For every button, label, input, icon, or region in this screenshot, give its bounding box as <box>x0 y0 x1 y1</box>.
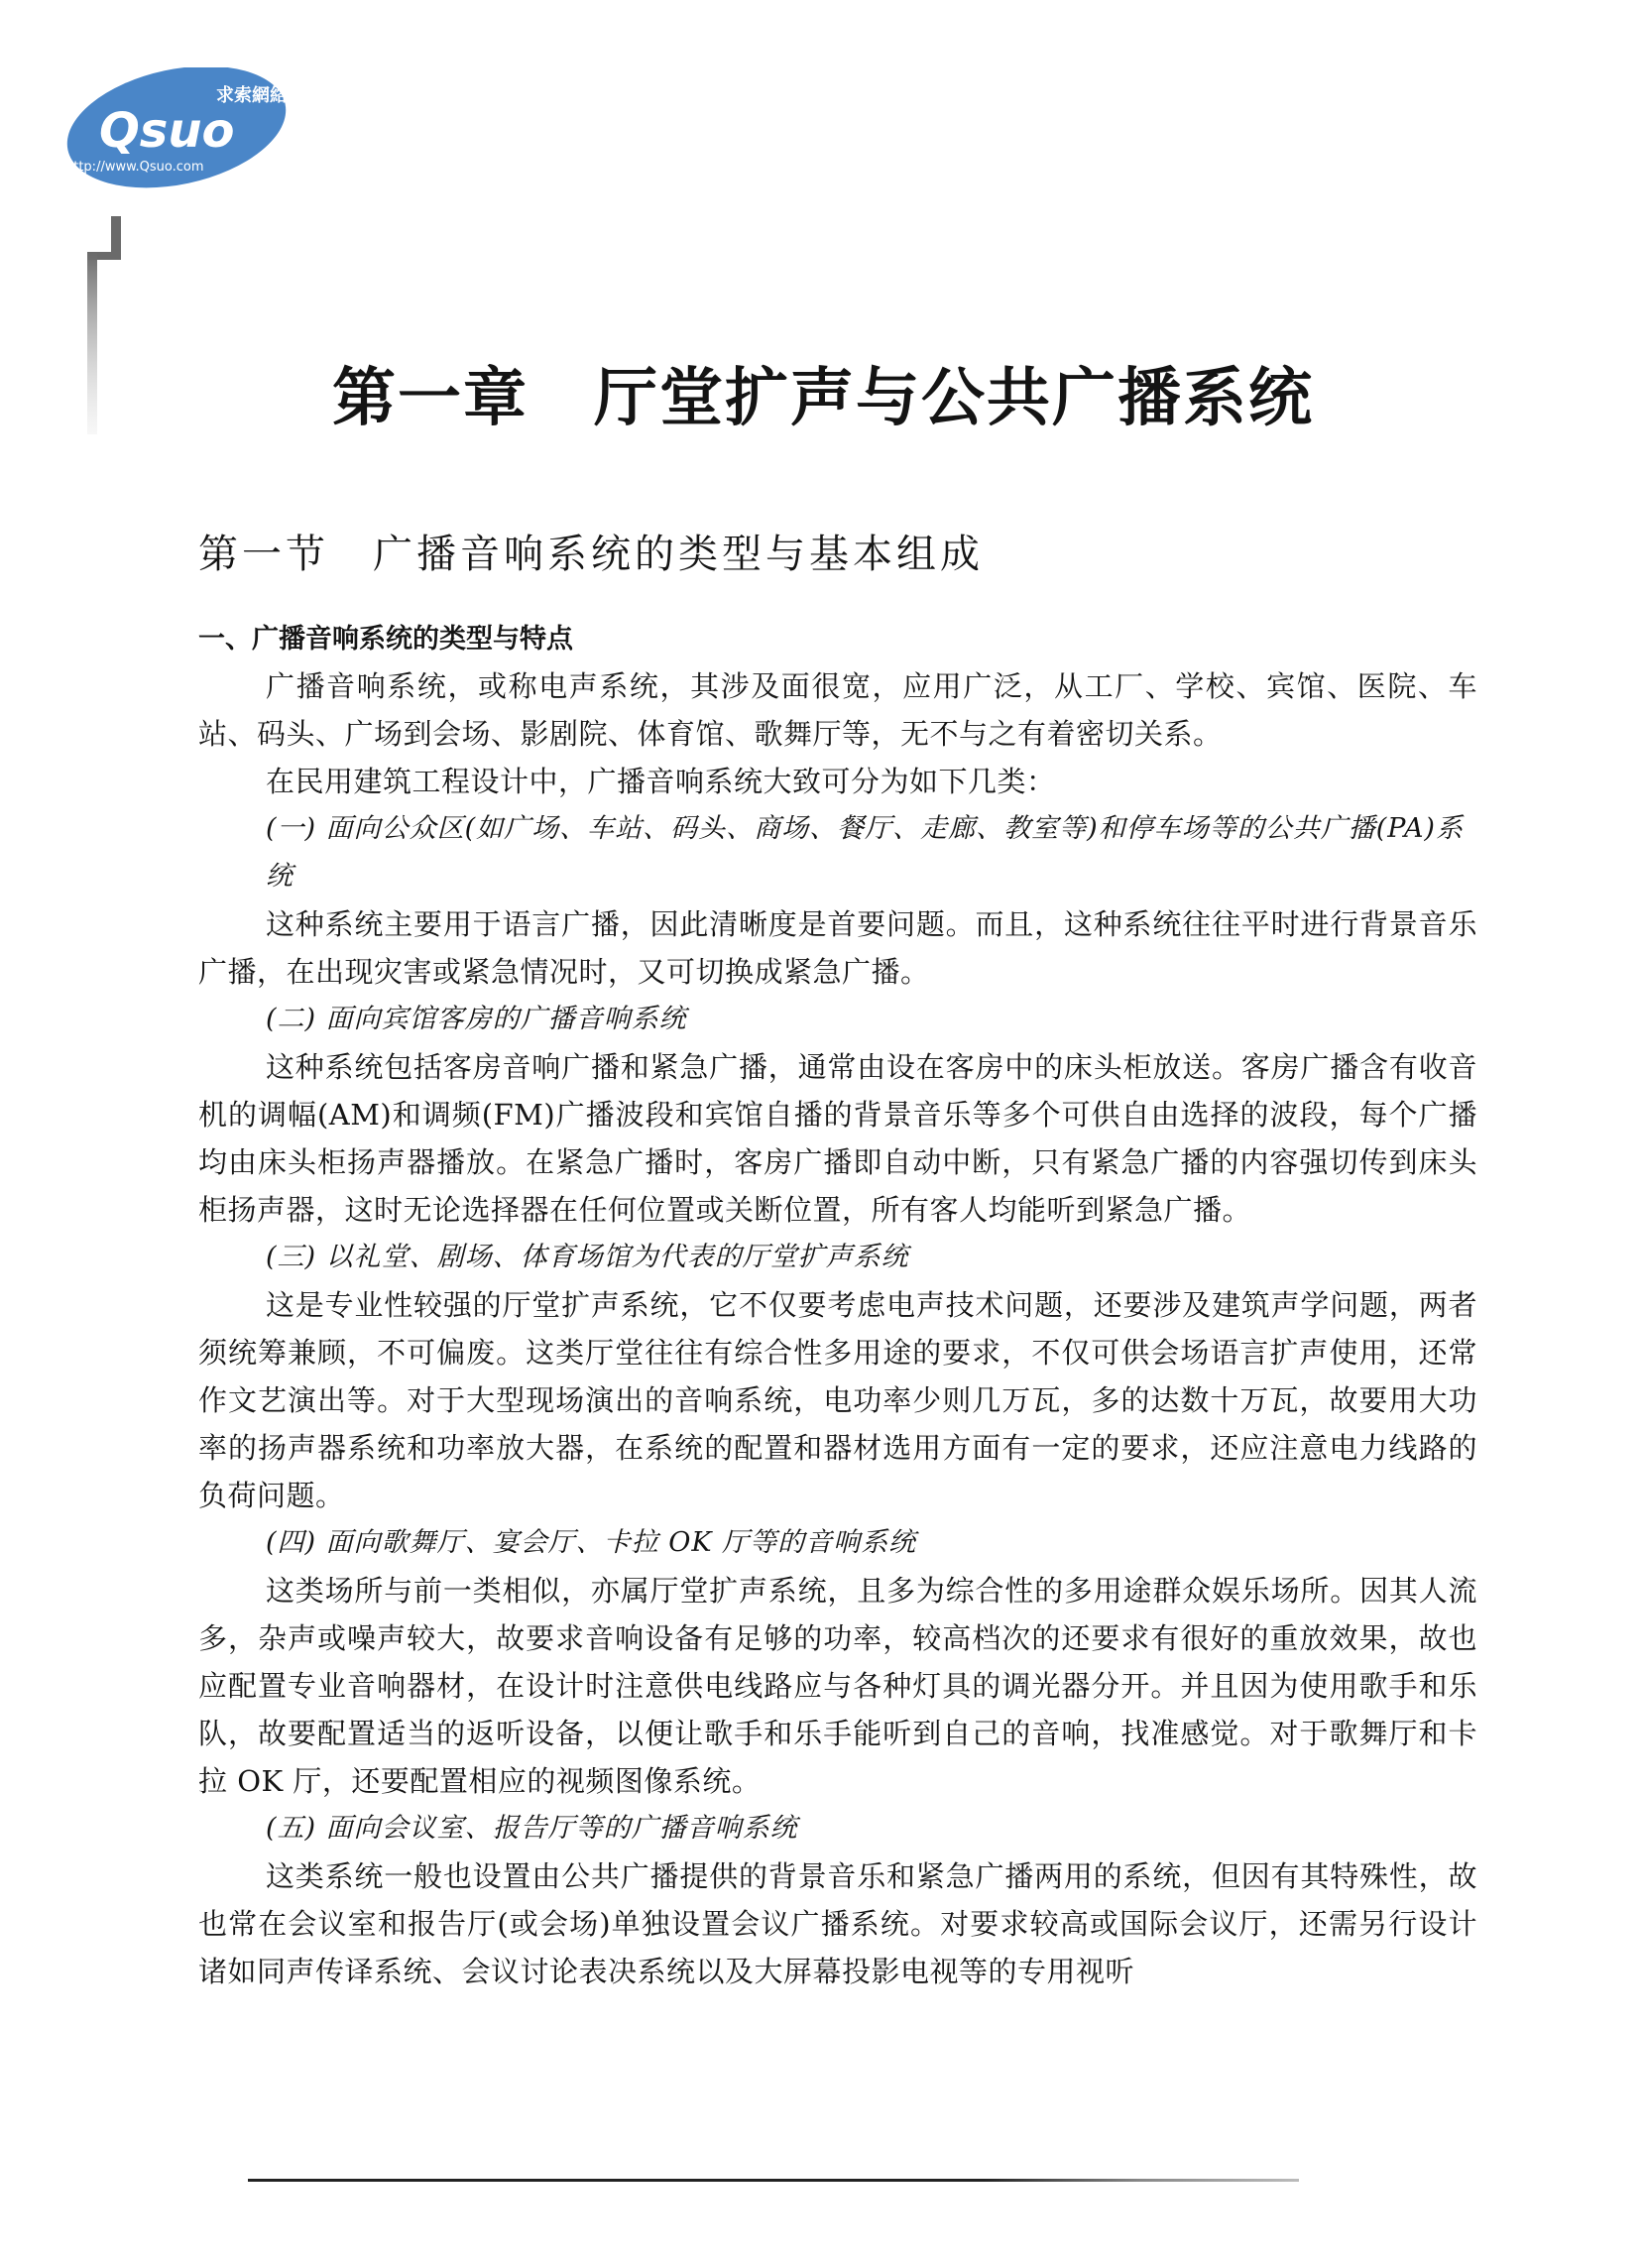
footer-rule <box>248 2179 1299 2182</box>
subheading: (一) 面向公众区(如广场、车站、码头、商场、餐厅、走廊、教室等)和停车场等的公共广播(PA)系统 <box>266 813 1464 892</box>
qsuo-logo <box>59 67 297 216</box>
svg-text:http://www.Qsuo.com: http://www.Qsuo.com <box>65 160 204 175</box>
subheading: (四) 面向歌舞厅、宴会厅、卡拉 OK 厅等的音响系统 <box>266 1527 917 1558</box>
paragraph: 在民用建筑工程设计中，广播音响系统大致可分为如下几类： <box>266 765 1056 798</box>
svg-text:求索網絡: 求索網絡 <box>216 85 288 106</box>
heading: 一、广播音响系统的类型与特点 <box>198 624 573 655</box>
logo-watermark <box>59 67 297 216</box>
subheading: (五) 面向会议室、报告厅等的广播音响系统 <box>266 1813 798 1844</box>
paragraph: 这种系统包括客房音响广播和紧急广播，通常由设在客房中的床头柜放送。客房广播含有收音机的调幅(AM)和调频(FM)广播波段和宾馆自播的背景音乐等多个可供自由选择的波段，每个广播均由床头柜扬声器播放。在紧急广播时，客房广播即自动中断，只有紧急广播的内容强切传到床头柜扬声器，这时无论选择器在任何位置或关断位置，所有客人均能听到紧急广播。 <box>198 1050 1477 1227</box>
subheading: (三) 以礼堂、剧场、体育场馆为代表的厅堂扩声系统 <box>266 1242 909 1272</box>
svg-text:Qsuo: Qsuo <box>99 103 235 159</box>
body-text <box>198 617 1477 1995</box>
paragraph: 广播音响系统，或称电声系统，其涉及面很宽，应用广泛，从工厂、学校、宾馆、医院、车站、码头、广场到会场、影剧院、体育馆、歌舞厅等，无不与之有着密切关系。 <box>198 669 1477 751</box>
paragraph: 这种系统主要用于语言广播，因此清晰度是首要问题。而且，这种系统往往平时进行背景音乐广播，在出现灾害或紧急情况时，又可切换成紧急广播。 <box>198 907 1477 989</box>
subheading: (二) 面向宾馆客房的广播音响系统 <box>266 1004 687 1034</box>
section-title: 第一节 广播音响系统的类型与基本组成 <box>198 532 984 577</box>
paragraph: 这类场所与前一类相似，亦属厅堂扩声系统，且多为综合性的多用途群众娱乐场所。因其人流多，杂声或噪声较大，故要求音响设备有足够的功率，较高档次的还要求有很好的重放效果，故也应配置专业音响器材，在设计时注意供电线路应与各种灯具的调光器分开。并且因为使用歌手和乐队，故要配置适当的返听设备，以便让歌手和乐手能听到自己的音响，找准感觉。对于歌舞厅和卡拉 OK 厅，还要配置相应的视频图像系统。 <box>198 1574 1477 1798</box>
paragraph: 这是专业性较强的厅堂扩声系统，它不仅要考虑电声技术问题，还要涉及建筑声学问题，两者须统筹兼顾，不可偏废。这类厅堂往往有综合性多用途的要求，不仅可供会场语言扩声使用，还常作文艺演出等。对于大型现场演出的音响系统，电功率少则几万瓦，多的达数十万瓦，故要用大功率的扬声器系统和功率放大器，在系统的配置和器材选用方面有一定的要求，还应注意电力线路的负荷问题。 <box>198 1288 1477 1512</box>
paragraph: 这类系统一般也设置由公共广播提供的背景音乐和紧急广播两用的系统，但因有其特殊性，故也常在会议室和报告厅(或会场)单独设置会议广播系统。对要求较高或国际会议厅，还需另行设计诸如同声传译系统、会议讨论表决系统以及大屏幕投影电视等的专用视听 <box>198 1859 1477 1988</box>
chapter-title: 第一章 厅堂扩声与公共广播系统 <box>332 361 1314 435</box>
